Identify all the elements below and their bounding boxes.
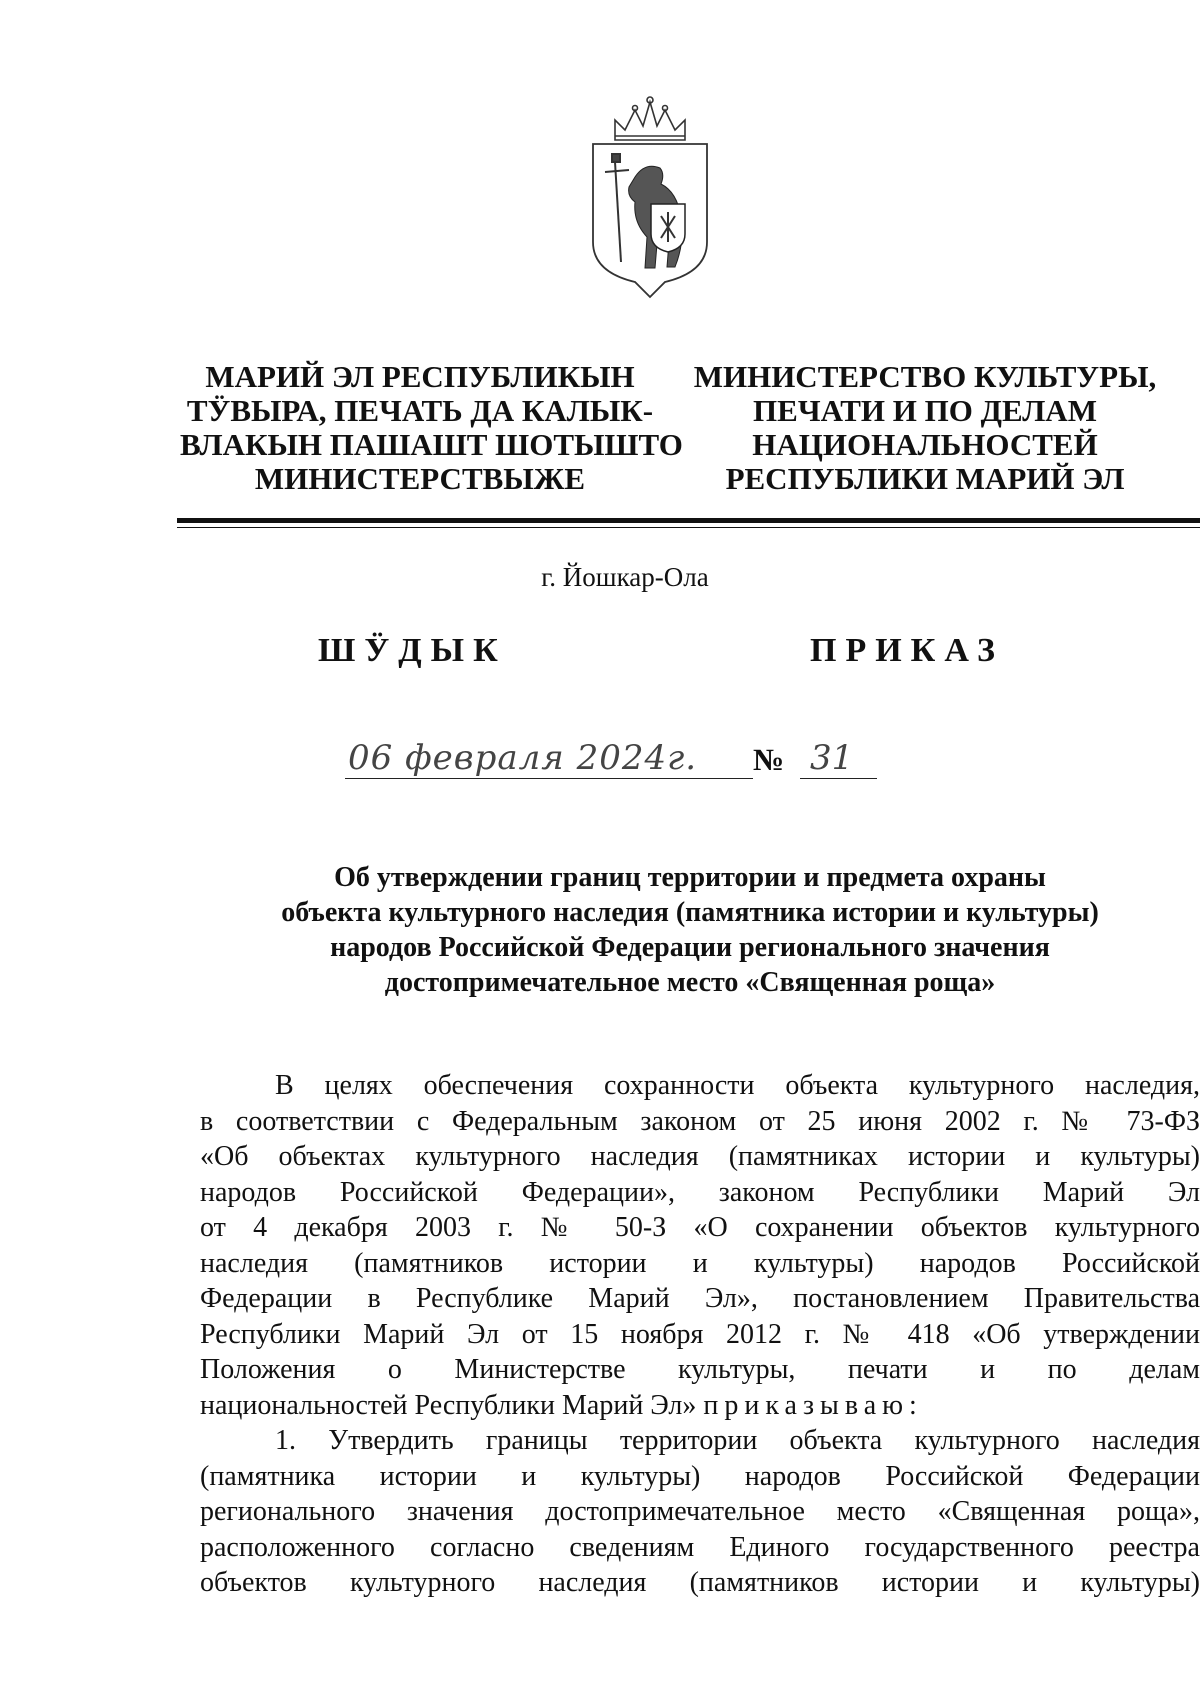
point-line: (памятника истории и культуры) народов Российской Федерации [200,1460,1200,1492]
point-line: регионального значения достопримечательное место «Священная роща», [200,1496,1200,1527]
doc-type-russian: ПРИКАЗ [810,632,1004,669]
decree-word: приказываю: [703,1389,923,1421]
handwritten-date: 06 февраля 2024г. [348,738,698,778]
header-right-line: МИНИСТЕРСТВО КУЛЬТУРЫ, [693,359,1157,394]
handwritten-number: 31 [810,738,854,778]
subject-line: Об утверждении границ территории и предмета охраны [334,862,1046,893]
body-line: наследия (памятников истории и культуры) народов Российской [200,1247,1200,1279]
ministry-name-mari [180,359,683,496]
doc-type-mari: ШӰДЫК [318,632,507,669]
subject-line: объекта культурного наследия (памятника истории и культуры) [281,897,1099,928]
body-line: Положения о Министерстве культуры, печати и по делам [200,1354,1200,1385]
body-line: народов Российской Федерации», законом Республики Марий Эл [200,1176,1200,1208]
order-body [200,1068,1200,1601]
header-left-line: МАРИЙ ЭЛ РЕСПУБЛИКЫН [205,359,635,394]
body-line: в соответствии с Федеральным законом от 25 июня 2002 г. № 73-ФЗ [200,1105,1200,1137]
point-line: объектов культурного наследия (памятников истории и культуры) [200,1567,1200,1598]
header-right-line: РЕСПУБЛИКИ МАРИЙ ЭЛ [725,461,1125,496]
body-line: Федерации в Республике Марий Эл», постановлением Правительства [200,1283,1200,1314]
number-label: № [753,742,785,777]
city-name: г. Йошкар-Ола [541,562,709,592]
ministry-name-russian [690,360,1160,496]
subject-line: достопримечательное место «Священная роща» [384,967,996,998]
body-line-text: национальностей Республики Марий Эл» [200,1389,697,1421]
subject-line: народов Российской Федерации регионального значения [330,932,1050,963]
header-left-line: ТӰВЫРА, ПЕЧАТЬ ДА КАЛЫК- [186,393,654,428]
coat-of-arms-emblem [585,92,715,302]
header-divider-thin [177,527,1200,528]
body-line: от 4 декабря 2003 г. № 50-З «О сохранении объектов культурного [200,1212,1200,1243]
body-line-with-decree [200,1388,1200,1424]
order-subject [180,860,1200,1000]
point-line: 1. Утвердить границы территории объекта культурного наследия [275,1425,1200,1456]
header-divider-thick [177,518,1200,523]
body-line: Республики Марий Эл от 15 ноября 2012 г. № 418 «Об утверждении [200,1318,1200,1350]
header-right-line: ПЕЧАТИ И ПО ДЕЛАМ [753,393,1097,428]
point-line: расположенного согласно сведениям Единого государственного реестра [200,1531,1200,1563]
body-line: «Об объектах культурного наследия (памятниках истории и культуры) [200,1141,1200,1172]
header-left-line: ВЛАКЫН ПАШАШТ ШОТЫШТО [180,427,683,462]
header-left-line: МИНИСТЕРСТВЫЖЕ [254,461,586,496]
header-right-line: НАЦИОНАЛЬНОСТЕЙ [752,427,1098,462]
body-line: В целях обеспечения сохранности объекта культурного наследия, [275,1070,1200,1101]
